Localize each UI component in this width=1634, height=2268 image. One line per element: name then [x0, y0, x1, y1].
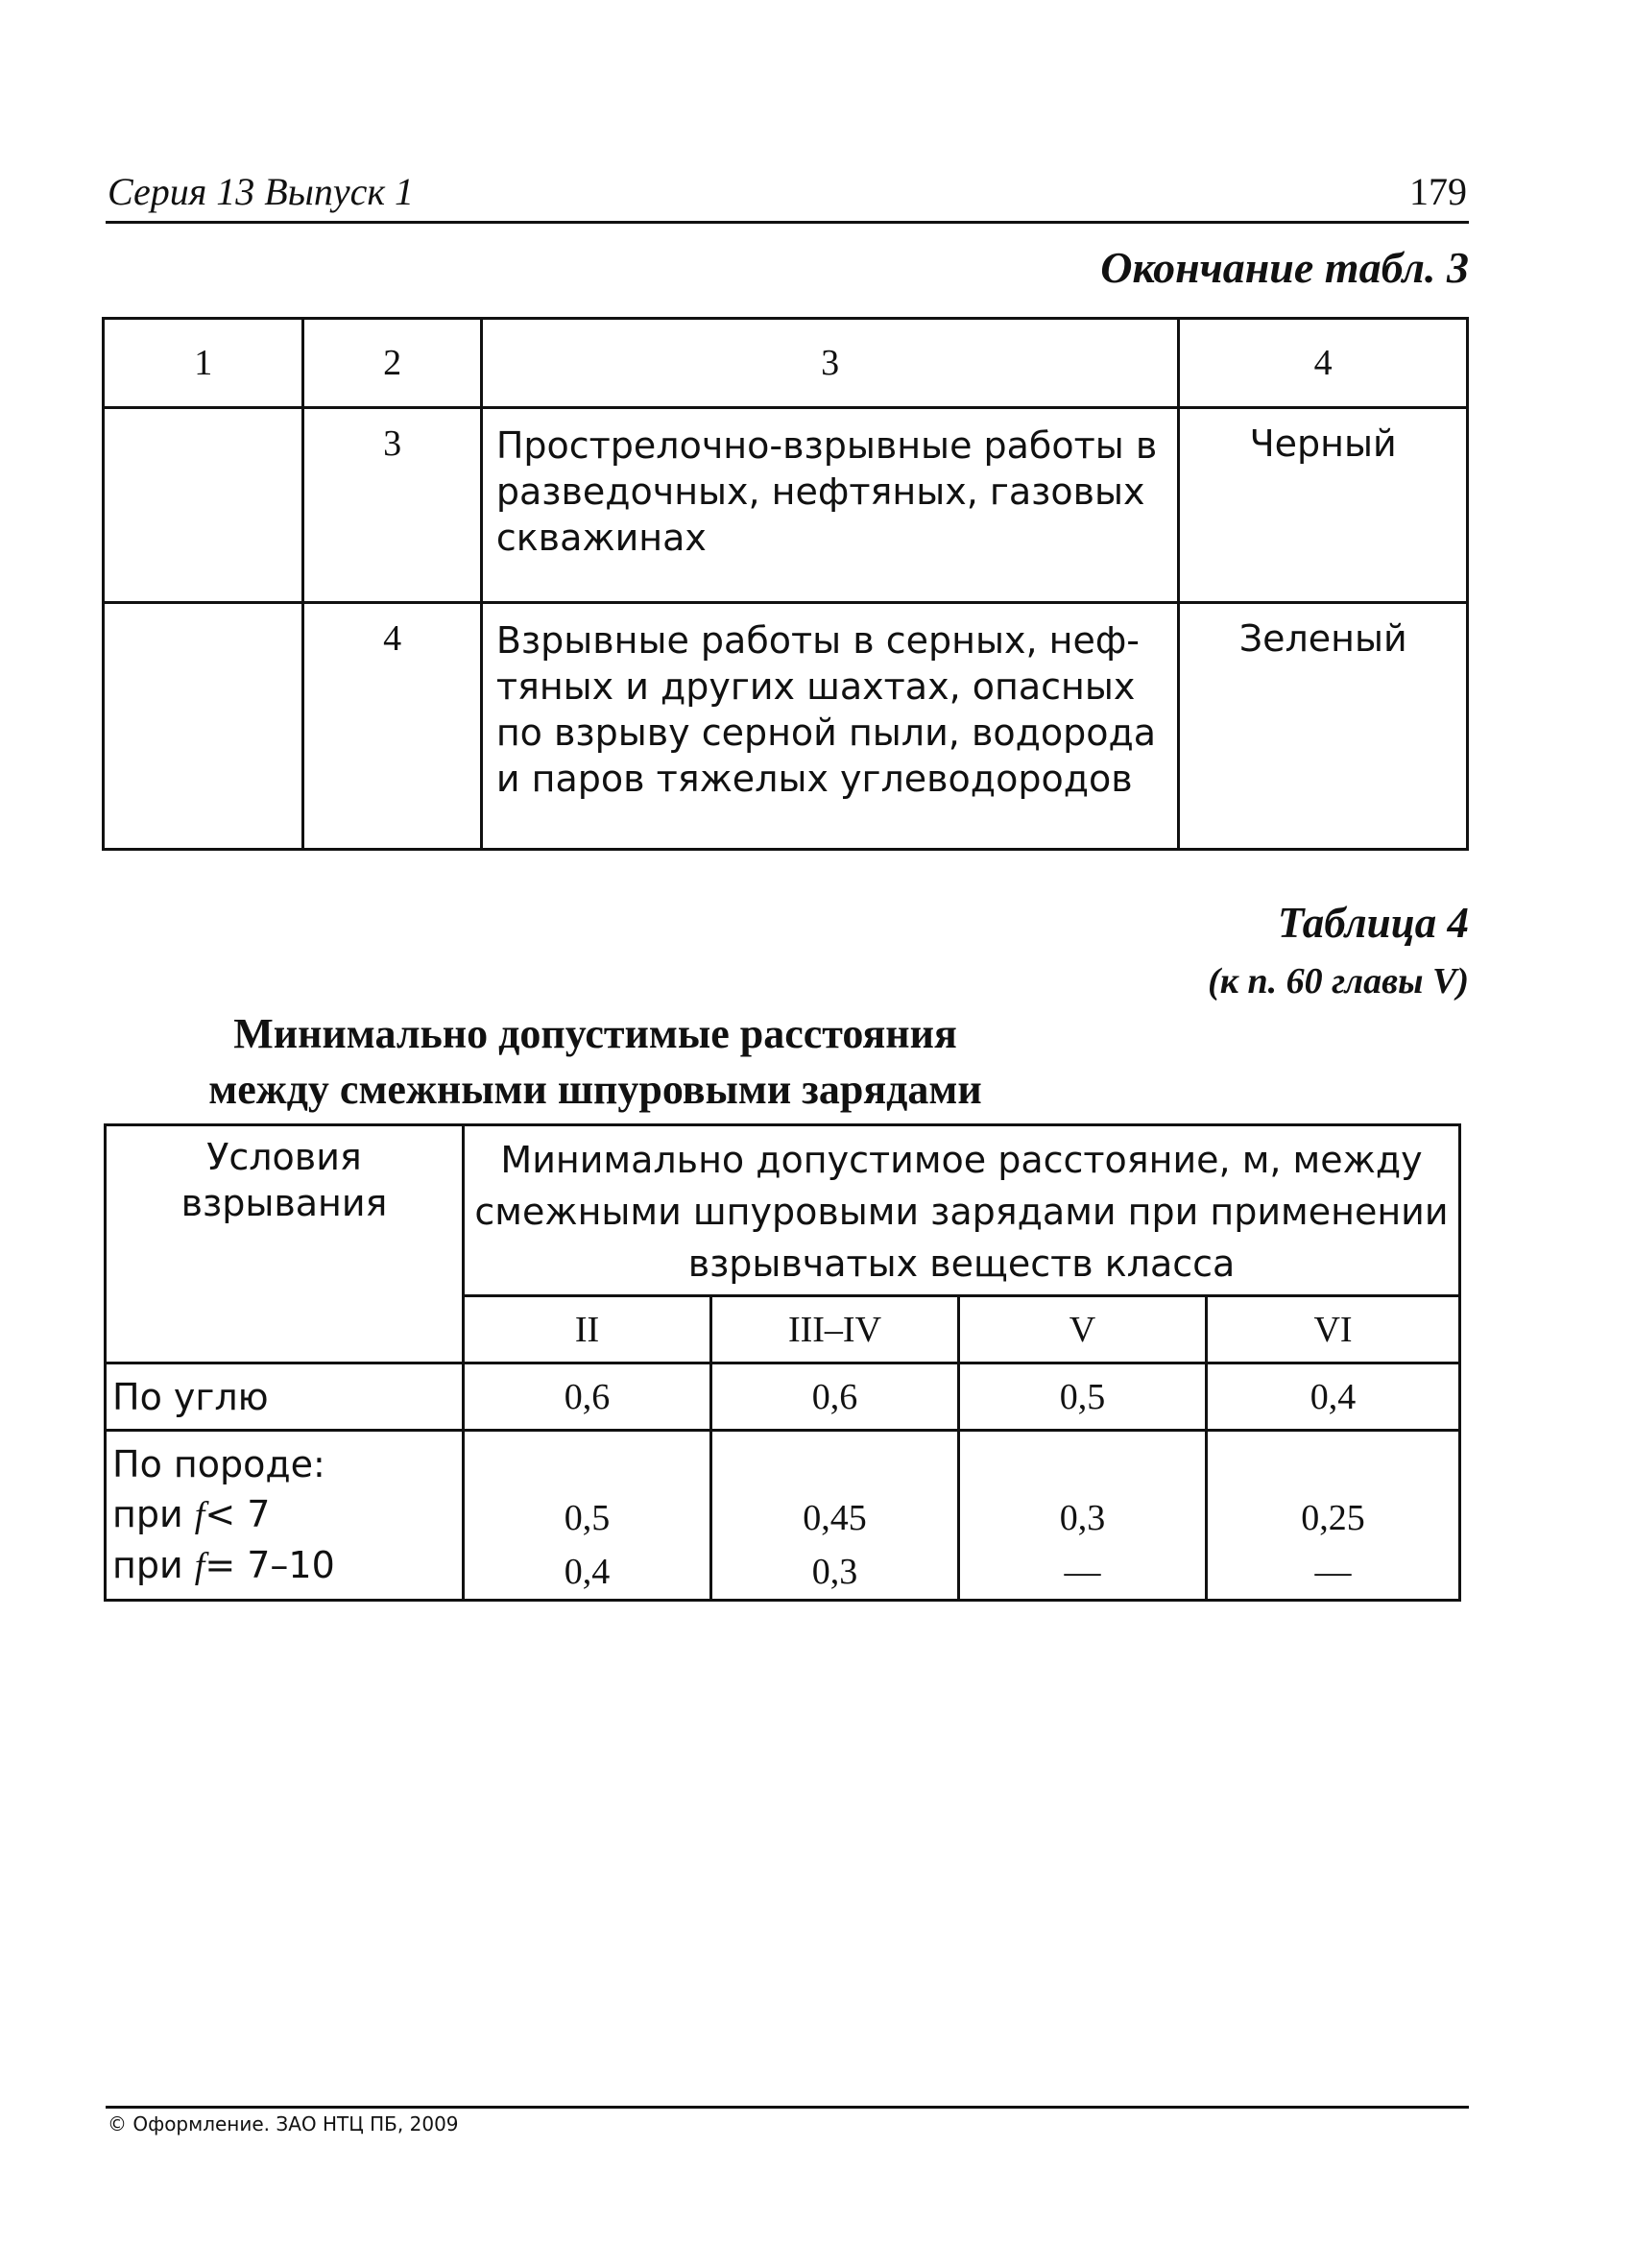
row-label: По углю: [106, 1363, 464, 1431]
table3-header-cell: 4: [1179, 319, 1468, 408]
table-cell: [104, 408, 303, 603]
table-cell: 3: [303, 408, 481, 603]
table-cell: 0,5 0,4: [464, 1431, 711, 1601]
running-header: [106, 163, 1469, 224]
table4-caption: Таблица 4: [1277, 899, 1469, 947]
row-label-title: По породе:: [112, 1443, 325, 1485]
table-cell: 4: [303, 603, 481, 850]
table-cell: 0,25 —: [1207, 1431, 1460, 1601]
table3-header-cell: 3: [481, 319, 1179, 408]
table-row: [104, 408, 1468, 603]
table-cell: Взрывные работы в серных, неф-тяных и других шахтах, опасных по взрыву серной пыли, водорода и паров тяжелых углеводородов: [481, 603, 1179, 850]
table3-header-row: [104, 319, 1468, 408]
conditions-header: Условия взрывания: [106, 1125, 464, 1363]
page-number: 179: [1409, 170, 1467, 213]
table4-reference: (к п. 60 главы V): [1208, 961, 1469, 1001]
class-header: V: [959, 1296, 1207, 1363]
distance-header: Минимально допустимое расстояние, м, между смежными шпуровыми зарядами при применении взрывчатых веществ класса: [464, 1125, 1460, 1296]
table-cell: 0,5: [959, 1363, 1207, 1431]
table-cell: 0,45 0,3: [711, 1431, 959, 1601]
table4: [104, 1123, 1461, 1602]
table-row: [106, 1431, 1460, 1601]
footer-divider: [106, 2106, 1469, 2109]
table-cell: [104, 603, 303, 850]
table3: [102, 317, 1469, 851]
row-label-sub: при f= 7–10: [112, 1544, 335, 1586]
table-cell: Зеленый: [1179, 603, 1468, 850]
table-row: [106, 1363, 1460, 1431]
table3-header-cell: 2: [303, 319, 481, 408]
class-header: III–IV: [711, 1296, 959, 1363]
table4-header-row: [106, 1125, 1460, 1296]
table-cell: 0,3 —: [959, 1431, 1207, 1601]
table3-continuation-caption: Окончание табл. 3: [1100, 243, 1469, 292]
copyright-footer: © Оформление. ЗАО НТЦ ПБ, 2009: [108, 2112, 459, 2135]
table-cell: 0,4: [1207, 1363, 1460, 1431]
table4-title-line: между смежными шпуровыми зарядами: [208, 1066, 982, 1113]
class-header: II: [464, 1296, 711, 1363]
class-header: VI: [1207, 1296, 1460, 1363]
series-label: Серия 13 Выпуск 1: [108, 170, 415, 213]
table-row: [104, 603, 1468, 850]
table-cell: 0,6: [464, 1363, 711, 1431]
table-cell: Черный: [1179, 408, 1468, 603]
row-label-sub: при f< 7: [112, 1493, 271, 1535]
table4-title: [0, 1006, 1469, 1118]
table4-title-line: Минимально допустимые расстояния: [233, 1010, 957, 1057]
table-cell: Прострелочно-взрывные работы в разведочных, нефтяных, газовых скважинах: [481, 408, 1179, 603]
table-cell: 0,6: [711, 1363, 959, 1431]
row-label: [106, 1431, 464, 1601]
table3-header-cell: 1: [104, 319, 303, 408]
